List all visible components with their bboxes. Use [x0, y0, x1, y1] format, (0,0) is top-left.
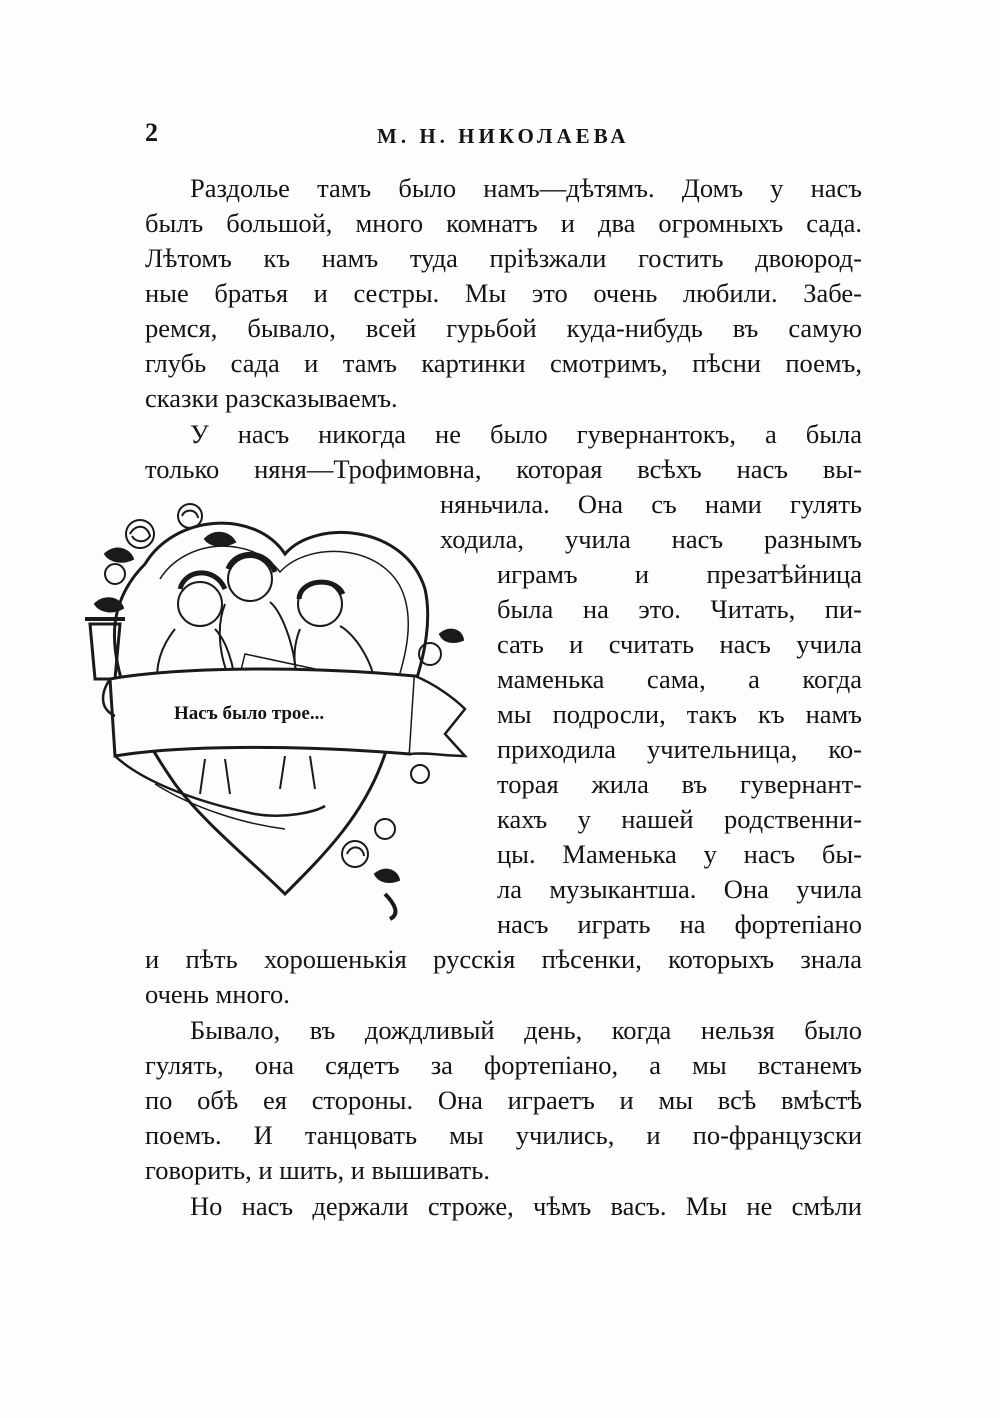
text-line: цы. Маменька у насъ бы- [497, 839, 862, 869]
text-line: ные братья и сестры. Мы это очень любили. Забе- [145, 278, 862, 308]
text-line: былъ большой, много комнатъ и два огромныхъ сада. [145, 208, 862, 238]
text-line: ремся, бывало, всей гурьбой куда-нибудь въ самую [145, 313, 862, 343]
text-line: У насъ никогда не было гувернантокъ, а была [190, 419, 862, 449]
text-line: маменька сама, а когда [497, 664, 862, 694]
page-number: 2 [145, 118, 158, 147]
text-line: сать и считать насъ учила [497, 629, 862, 659]
text-line: глубь сада и тамъ картинки смотримъ, пѣсни поемъ, [145, 348, 862, 378]
text-line: только няня—Трофимовна, которая всѣхъ насъ вы- [145, 454, 862, 484]
text-line: ла музыкантша. Она учила [497, 874, 862, 904]
text-line: и пѣть хорошенькія русскія пѣсенки, которыхъ знала [145, 944, 862, 974]
text-line: няньчила. Она съ нами гулять [440, 489, 862, 519]
running-head: М. Н. НИКОЛАЕВА [377, 124, 630, 148]
text-line: по обѣ ея стороны. Она играетъ и мы всѣ вмѣстѣ [145, 1085, 862, 1115]
caption-ribbon [103, 669, 465, 829]
page-header [145, 118, 862, 152]
text-line: мы подросли, такъ къ намъ [497, 699, 862, 729]
text-line: приходила учительница, ко- [497, 734, 862, 764]
illustration-caption: Насъ было трое... [174, 703, 325, 724]
text-line: очень много. [145, 979, 290, 1009]
text-line: кахъ у нашей родственни- [497, 804, 862, 834]
text-line: насъ играть на фортепіано [497, 909, 862, 939]
text-line: Раздолье тамъ было намъ—дѣтямъ. Домъ у насъ [190, 173, 862, 203]
text-line: гулять, она сядетъ за фортепіано, а мы встанемъ [145, 1050, 862, 1080]
text-line: была на это. Читать, пи- [497, 594, 862, 624]
text-line: поемъ. И танцовать мы учились, и по-французски [145, 1120, 862, 1150]
text-line: Бывало, въ дождливый день, когда нельзя было [190, 1015, 862, 1045]
text-line: Лѣтомъ къ намъ туда пріѣзжали гостить двоюрод- [145, 243, 862, 273]
text-line: ходила, учила насъ разнымъ [440, 524, 862, 554]
text-line: говорить, и шить, и вышивать. [145, 1155, 490, 1185]
text-line: играмъ и презатѣйница [497, 559, 862, 589]
text-line: Но насъ держали строже, чѣмъ васъ. Мы не смѣли [190, 1191, 862, 1221]
text-line: торая жила въ гувернант- [497, 769, 862, 799]
text-line: сказки разсказываемъ. [145, 383, 398, 413]
rose-icon [105, 504, 202, 584]
